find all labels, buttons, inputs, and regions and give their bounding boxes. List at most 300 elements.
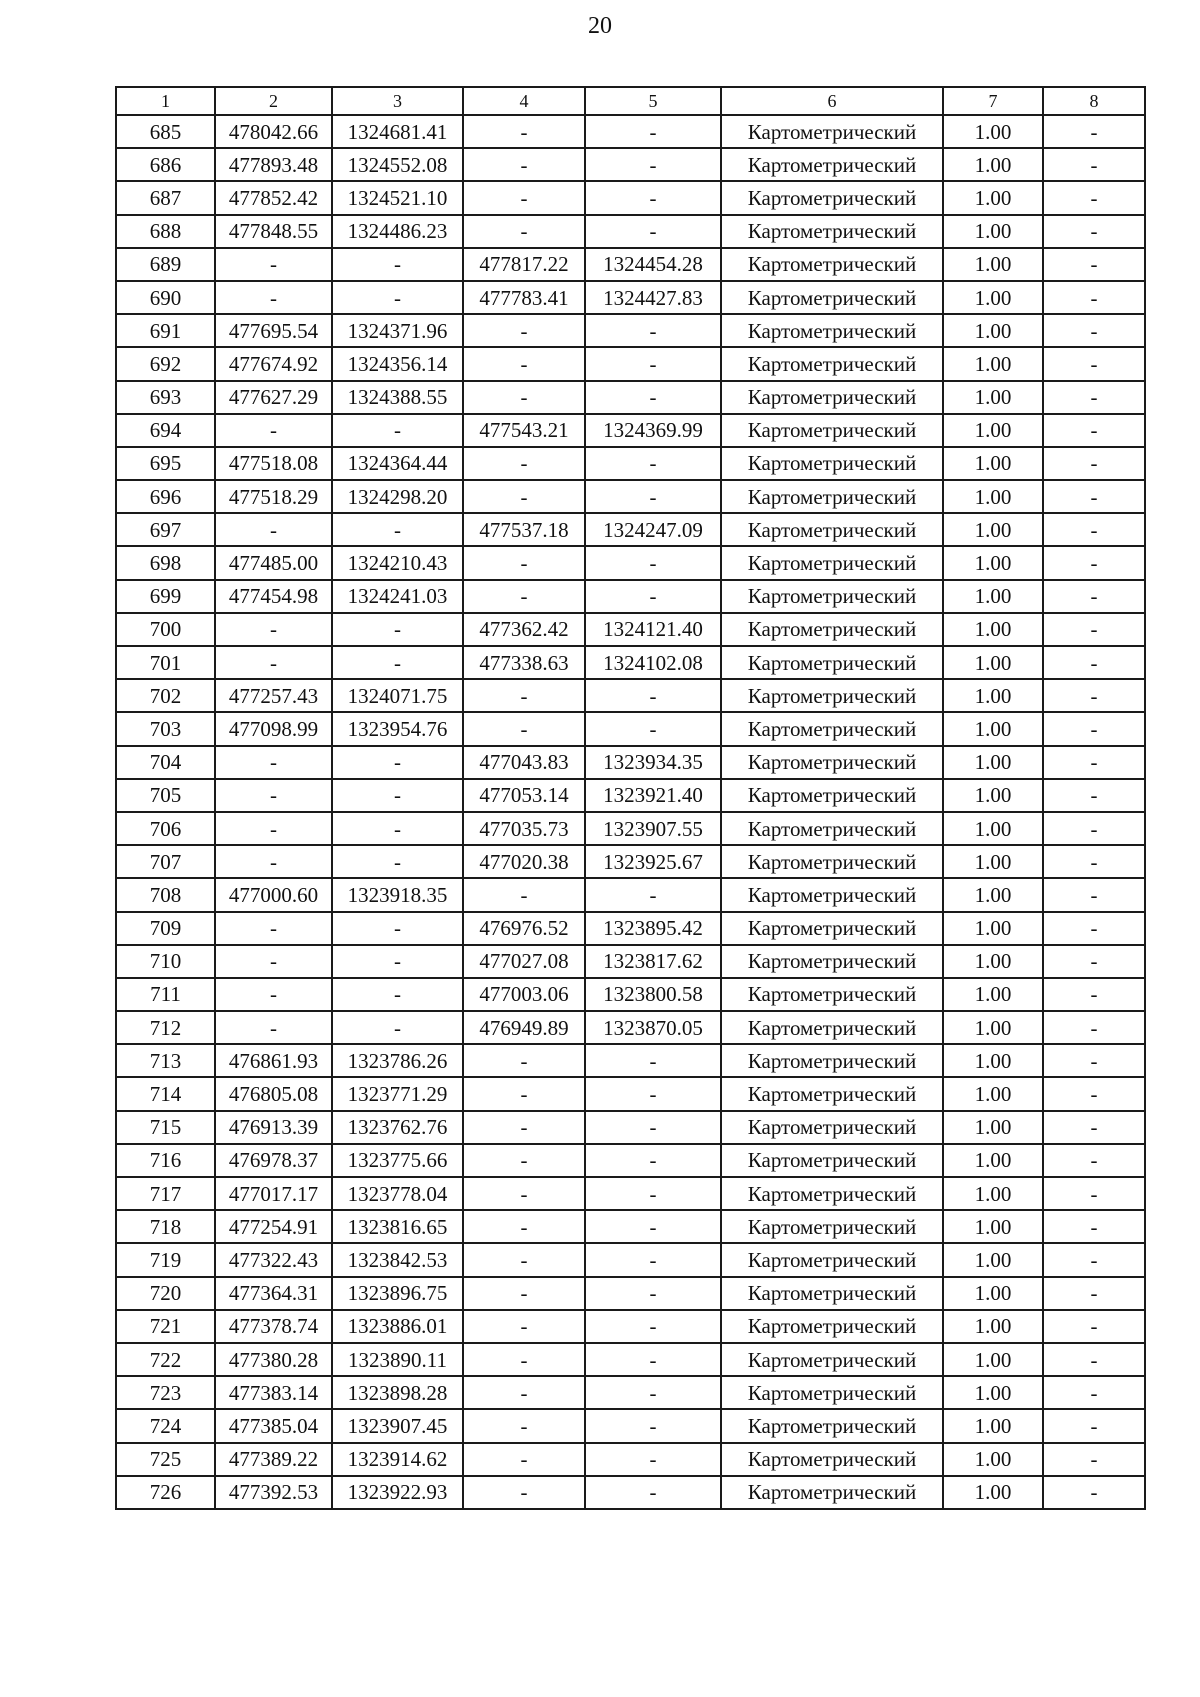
x-alt-coordinate-cell: 477003.06 xyxy=(463,978,585,1011)
x-alt-coordinate-cell: - xyxy=(463,314,585,347)
x-coordinate-cell: 477893.48 xyxy=(215,148,332,181)
y-alt-coordinate-cell: 1324427.83 xyxy=(585,281,721,314)
x-coordinate-cell: 477383.14 xyxy=(215,1376,332,1409)
x-alt-coordinate-cell: 476949.89 xyxy=(463,1011,585,1044)
x-coordinate-cell: 477254.91 xyxy=(215,1210,332,1243)
y-coordinate-cell: - xyxy=(332,912,463,945)
accuracy-cell: 1.00 xyxy=(943,381,1043,414)
table-row xyxy=(116,712,1145,745)
note-cell: - xyxy=(1043,1277,1145,1310)
y-coordinate-cell: - xyxy=(332,945,463,978)
point-number-cell: 714 xyxy=(116,1077,215,1110)
table-row xyxy=(116,1277,1145,1310)
y-alt-coordinate-cell: - xyxy=(585,679,721,712)
note-cell: - xyxy=(1043,746,1145,779)
method-cell: Картометрический xyxy=(721,314,943,347)
note-cell: - xyxy=(1043,712,1145,745)
note-cell: - xyxy=(1043,1111,1145,1144)
x-alt-coordinate-cell: - xyxy=(463,580,585,613)
y-coordinate-cell: 1324552.08 xyxy=(332,148,463,181)
note-cell: - xyxy=(1043,945,1145,978)
y-coordinate-cell: - xyxy=(332,845,463,878)
method-cell: Картометрический xyxy=(721,845,943,878)
y-alt-coordinate-cell: 1324121.40 xyxy=(585,613,721,646)
point-number-cell: 693 xyxy=(116,381,215,414)
point-number-cell: 704 xyxy=(116,746,215,779)
x-coordinate-cell: 476805.08 xyxy=(215,1077,332,1110)
point-number-cell: 700 xyxy=(116,613,215,646)
y-coordinate-cell: 1323778.04 xyxy=(332,1177,463,1210)
note-cell: - xyxy=(1043,1409,1145,1442)
x-alt-coordinate-cell: - xyxy=(463,215,585,248)
point-number-cell: 707 xyxy=(116,845,215,878)
y-alt-coordinate-cell: - xyxy=(585,580,721,613)
accuracy-cell: 1.00 xyxy=(943,513,1043,546)
point-number-cell: 685 xyxy=(116,115,215,148)
note-cell: - xyxy=(1043,1310,1145,1343)
x-coordinate-cell: 477518.29 xyxy=(215,480,332,513)
note-cell: - xyxy=(1043,679,1145,712)
note-cell: - xyxy=(1043,845,1145,878)
y-coordinate-cell: - xyxy=(332,248,463,281)
accuracy-cell: 1.00 xyxy=(943,646,1043,679)
y-coordinate-cell: 1323907.45 xyxy=(332,1409,463,1442)
y-alt-coordinate-cell: - xyxy=(585,480,721,513)
table-row xyxy=(116,513,1145,546)
note-cell: - xyxy=(1043,1144,1145,1177)
point-number-cell: 720 xyxy=(116,1277,215,1310)
note-cell: - xyxy=(1043,381,1145,414)
point-number-cell: 695 xyxy=(116,447,215,480)
table-row xyxy=(116,248,1145,281)
accuracy-cell: 1.00 xyxy=(943,1177,1043,1210)
x-alt-coordinate-cell: - xyxy=(463,1077,585,1110)
method-cell: Картометрический xyxy=(721,414,943,447)
y-alt-coordinate-cell: 1323925.67 xyxy=(585,845,721,878)
note-cell: - xyxy=(1043,546,1145,579)
table-row xyxy=(116,580,1145,613)
note-cell: - xyxy=(1043,646,1145,679)
table-row xyxy=(116,381,1145,414)
x-coordinate-cell: - xyxy=(215,945,332,978)
accuracy-cell: 1.00 xyxy=(943,546,1043,579)
point-number-cell: 696 xyxy=(116,480,215,513)
x-alt-coordinate-cell: - xyxy=(463,1310,585,1343)
coordinates-table xyxy=(115,86,1146,1510)
x-alt-coordinate-cell: - xyxy=(463,148,585,181)
table-row xyxy=(116,978,1145,1011)
accuracy-cell: 1.00 xyxy=(943,580,1043,613)
method-cell: Картометрический xyxy=(721,1376,943,1409)
method-cell: Картометрический xyxy=(721,115,943,148)
y-alt-coordinate-cell: - xyxy=(585,1077,721,1110)
y-alt-coordinate-cell: - xyxy=(585,181,721,214)
method-cell: Картометрический xyxy=(721,1144,943,1177)
x-coordinate-cell: 477485.00 xyxy=(215,546,332,579)
point-number-cell: 725 xyxy=(116,1443,215,1476)
method-cell: Картометрический xyxy=(721,381,943,414)
x-alt-coordinate-cell: - xyxy=(463,1210,585,1243)
y-coordinate-cell: 1323922.93 xyxy=(332,1476,463,1509)
x-coordinate-cell: - xyxy=(215,746,332,779)
y-alt-coordinate-cell: 1323895.42 xyxy=(585,912,721,945)
y-coordinate-cell: 1323896.75 xyxy=(332,1277,463,1310)
accuracy-cell: 1.00 xyxy=(943,878,1043,911)
y-alt-coordinate-cell: - xyxy=(585,1376,721,1409)
column-header: 1 xyxy=(116,87,215,115)
method-cell: Картометрический xyxy=(721,215,943,248)
point-number-cell: 699 xyxy=(116,580,215,613)
note-cell: - xyxy=(1043,1343,1145,1376)
note-cell: - xyxy=(1043,779,1145,812)
table-row xyxy=(116,447,1145,480)
table-body xyxy=(116,115,1145,1509)
method-cell: Картометрический xyxy=(721,779,943,812)
point-number-cell: 716 xyxy=(116,1144,215,1177)
y-coordinate-cell: - xyxy=(332,812,463,845)
x-coordinate-cell: 477000.60 xyxy=(215,878,332,911)
table-row xyxy=(116,1343,1145,1376)
note-cell: - xyxy=(1043,1243,1145,1276)
method-cell: Картометрический xyxy=(721,613,943,646)
note-cell: - xyxy=(1043,978,1145,1011)
note-cell: - xyxy=(1043,1011,1145,1044)
method-cell: Картометрический xyxy=(721,878,943,911)
y-alt-coordinate-cell: 1324102.08 xyxy=(585,646,721,679)
y-coordinate-cell: 1323771.29 xyxy=(332,1077,463,1110)
point-number-cell: 713 xyxy=(116,1044,215,1077)
x-coordinate-cell: 477695.54 xyxy=(215,314,332,347)
point-number-cell: 711 xyxy=(116,978,215,1011)
note-cell: - xyxy=(1043,447,1145,480)
y-coordinate-cell: 1323762.76 xyxy=(332,1111,463,1144)
method-cell: Картометрический xyxy=(721,1343,943,1376)
table-row xyxy=(116,1044,1145,1077)
page-number: 20 xyxy=(588,13,612,39)
x-coordinate-cell: - xyxy=(215,912,332,945)
accuracy-cell: 1.00 xyxy=(943,1077,1043,1110)
point-number-cell: 703 xyxy=(116,712,215,745)
y-alt-coordinate-cell: - xyxy=(585,215,721,248)
y-coordinate-cell: 1324210.43 xyxy=(332,546,463,579)
note-cell: - xyxy=(1043,347,1145,380)
note-cell: - xyxy=(1043,1476,1145,1509)
y-alt-coordinate-cell: 1323921.40 xyxy=(585,779,721,812)
method-cell: Картометрический xyxy=(721,1011,943,1044)
table-row xyxy=(116,281,1145,314)
y-alt-coordinate-cell: - xyxy=(585,878,721,911)
y-alt-coordinate-cell: - xyxy=(585,381,721,414)
y-alt-coordinate-cell: - xyxy=(585,1443,721,1476)
column-header: 6 xyxy=(721,87,943,115)
y-coordinate-cell: - xyxy=(332,646,463,679)
x-coordinate-cell: 477848.55 xyxy=(215,215,332,248)
point-number-cell: 708 xyxy=(116,878,215,911)
y-coordinate-cell: - xyxy=(332,281,463,314)
accuracy-cell: 1.00 xyxy=(943,1210,1043,1243)
table-row xyxy=(116,1409,1145,1442)
x-coordinate-cell: 477380.28 xyxy=(215,1343,332,1376)
method-cell: Картометрический xyxy=(721,746,943,779)
y-alt-coordinate-cell: 1323817.62 xyxy=(585,945,721,978)
x-alt-coordinate-cell: 477783.41 xyxy=(463,281,585,314)
point-number-cell: 715 xyxy=(116,1111,215,1144)
table-row xyxy=(116,480,1145,513)
x-coordinate-cell: 477454.98 xyxy=(215,580,332,613)
method-cell: Картометрический xyxy=(721,812,943,845)
x-coordinate-cell: - xyxy=(215,978,332,1011)
note-cell: - xyxy=(1043,1077,1145,1110)
point-number-cell: 689 xyxy=(116,248,215,281)
x-alt-coordinate-cell: - xyxy=(463,1177,585,1210)
y-alt-coordinate-cell: - xyxy=(585,314,721,347)
method-cell: Картометрический xyxy=(721,945,943,978)
method-cell: Картометрический xyxy=(721,1409,943,1442)
accuracy-cell: 1.00 xyxy=(943,912,1043,945)
table-row xyxy=(116,1210,1145,1243)
x-alt-coordinate-cell: - xyxy=(463,1111,585,1144)
method-cell: Картометрический xyxy=(721,712,943,745)
x-alt-coordinate-cell: 477027.08 xyxy=(463,945,585,978)
point-number-cell: 719 xyxy=(116,1243,215,1276)
note-cell: - xyxy=(1043,912,1145,945)
note-cell: - xyxy=(1043,248,1145,281)
table-row xyxy=(116,1243,1145,1276)
x-alt-coordinate-cell: 477817.22 xyxy=(463,248,585,281)
x-alt-coordinate-cell: 476976.52 xyxy=(463,912,585,945)
y-coordinate-cell: - xyxy=(332,1011,463,1044)
y-coordinate-cell: 1323886.01 xyxy=(332,1310,463,1343)
y-coordinate-cell: 1324356.14 xyxy=(332,347,463,380)
point-number-cell: 697 xyxy=(116,513,215,546)
method-cell: Картометрический xyxy=(721,1243,943,1276)
point-number-cell: 709 xyxy=(116,912,215,945)
accuracy-cell: 1.00 xyxy=(943,845,1043,878)
point-number-cell: 712 xyxy=(116,1011,215,1044)
method-cell: Картометрический xyxy=(721,1476,943,1509)
method-cell: Картометрический xyxy=(721,347,943,380)
y-coordinate-cell: 1323816.65 xyxy=(332,1210,463,1243)
point-number-cell: 705 xyxy=(116,779,215,812)
accuracy-cell: 1.00 xyxy=(943,480,1043,513)
y-alt-coordinate-cell: - xyxy=(585,1144,721,1177)
y-alt-coordinate-cell: - xyxy=(585,1343,721,1376)
y-alt-coordinate-cell: 1323870.05 xyxy=(585,1011,721,1044)
table-row xyxy=(116,546,1145,579)
y-coordinate-cell: - xyxy=(332,978,463,1011)
accuracy-cell: 1.00 xyxy=(943,712,1043,745)
method-cell: Картометрический xyxy=(721,1077,943,1110)
x-alt-coordinate-cell: 477537.18 xyxy=(463,513,585,546)
note-cell: - xyxy=(1043,115,1145,148)
accuracy-cell: 1.00 xyxy=(943,115,1043,148)
x-alt-coordinate-cell: - xyxy=(463,878,585,911)
method-cell: Картометрический xyxy=(721,248,943,281)
x-coordinate-cell: - xyxy=(215,779,332,812)
x-alt-coordinate-cell: 477035.73 xyxy=(463,812,585,845)
y-coordinate-cell: 1324521.10 xyxy=(332,181,463,214)
y-coordinate-cell: 1323954.76 xyxy=(332,712,463,745)
table-row xyxy=(116,746,1145,779)
accuracy-cell: 1.00 xyxy=(943,1243,1043,1276)
x-coordinate-cell: 476913.39 xyxy=(215,1111,332,1144)
y-coordinate-cell: 1323898.28 xyxy=(332,1376,463,1409)
y-coordinate-cell: 1323890.11 xyxy=(332,1343,463,1376)
point-number-cell: 691 xyxy=(116,314,215,347)
note-cell: - xyxy=(1043,148,1145,181)
x-coordinate-cell: 477322.43 xyxy=(215,1243,332,1276)
accuracy-cell: 1.00 xyxy=(943,1111,1043,1144)
column-header: 5 xyxy=(585,87,721,115)
x-alt-coordinate-cell: - xyxy=(463,480,585,513)
note-cell: - xyxy=(1043,1044,1145,1077)
y-alt-coordinate-cell: - xyxy=(585,148,721,181)
accuracy-cell: 1.00 xyxy=(943,1476,1043,1509)
accuracy-cell: 1.00 xyxy=(943,1343,1043,1376)
note-cell: - xyxy=(1043,215,1145,248)
point-number-cell: 692 xyxy=(116,347,215,380)
y-alt-coordinate-cell: - xyxy=(585,1409,721,1442)
table-row xyxy=(116,1177,1145,1210)
x-alt-coordinate-cell: - xyxy=(463,381,585,414)
y-alt-coordinate-cell: - xyxy=(585,447,721,480)
accuracy-cell: 1.00 xyxy=(943,945,1043,978)
x-coordinate-cell: 477257.43 xyxy=(215,679,332,712)
x-alt-coordinate-cell: - xyxy=(463,546,585,579)
method-cell: Картометрический xyxy=(721,447,943,480)
accuracy-cell: 1.00 xyxy=(943,148,1043,181)
y-coordinate-cell: 1324364.44 xyxy=(332,447,463,480)
table-row xyxy=(116,1310,1145,1343)
x-alt-coordinate-cell: - xyxy=(463,1409,585,1442)
table-row xyxy=(116,148,1145,181)
table-row xyxy=(116,1443,1145,1476)
x-alt-coordinate-cell: - xyxy=(463,712,585,745)
y-coordinate-cell: 1324486.23 xyxy=(332,215,463,248)
column-header: 4 xyxy=(463,87,585,115)
x-coordinate-cell: - xyxy=(215,248,332,281)
method-cell: Картометрический xyxy=(721,580,943,613)
point-number-cell: 702 xyxy=(116,679,215,712)
note-cell: - xyxy=(1043,1443,1145,1476)
y-coordinate-cell: 1323775.66 xyxy=(332,1144,463,1177)
y-coordinate-cell: 1324388.55 xyxy=(332,381,463,414)
point-number-cell: 722 xyxy=(116,1343,215,1376)
table-row xyxy=(116,414,1145,447)
point-number-cell: 723 xyxy=(116,1376,215,1409)
y-coordinate-cell: - xyxy=(332,613,463,646)
x-alt-coordinate-cell: - xyxy=(463,679,585,712)
y-alt-coordinate-cell: 1323800.58 xyxy=(585,978,721,1011)
method-cell: Картометрический xyxy=(721,513,943,546)
y-coordinate-cell: - xyxy=(332,779,463,812)
table-row xyxy=(116,314,1145,347)
x-alt-coordinate-cell: - xyxy=(463,1343,585,1376)
x-alt-coordinate-cell: 477053.14 xyxy=(463,779,585,812)
point-number-cell: 710 xyxy=(116,945,215,978)
accuracy-cell: 1.00 xyxy=(943,746,1043,779)
column-header: 3 xyxy=(332,87,463,115)
x-coordinate-cell: - xyxy=(215,1011,332,1044)
x-coordinate-cell: 476861.93 xyxy=(215,1044,332,1077)
table-row xyxy=(116,679,1145,712)
accuracy-cell: 1.00 xyxy=(943,215,1043,248)
point-number-cell: 698 xyxy=(116,546,215,579)
accuracy-cell: 1.00 xyxy=(943,447,1043,480)
x-coordinate-cell: 477392.53 xyxy=(215,1476,332,1509)
accuracy-cell: 1.00 xyxy=(943,414,1043,447)
method-cell: Картометрический xyxy=(721,1111,943,1144)
accuracy-cell: 1.00 xyxy=(943,181,1043,214)
y-alt-coordinate-cell: - xyxy=(585,546,721,579)
accuracy-cell: 1.00 xyxy=(943,1011,1043,1044)
x-coordinate-cell: - xyxy=(215,845,332,878)
accuracy-cell: 1.00 xyxy=(943,613,1043,646)
note-cell: - xyxy=(1043,812,1145,845)
note-cell: - xyxy=(1043,281,1145,314)
x-alt-coordinate-cell: - xyxy=(463,1277,585,1310)
x-alt-coordinate-cell: - xyxy=(463,347,585,380)
table-row xyxy=(116,812,1145,845)
x-coordinate-cell: 477674.92 xyxy=(215,347,332,380)
table-row xyxy=(116,181,1145,214)
column-header: 2 xyxy=(215,87,332,115)
note-cell: - xyxy=(1043,1177,1145,1210)
accuracy-cell: 1.00 xyxy=(943,347,1043,380)
table-row xyxy=(116,613,1145,646)
x-coordinate-cell: 477017.17 xyxy=(215,1177,332,1210)
accuracy-cell: 1.00 xyxy=(943,812,1043,845)
y-alt-coordinate-cell: - xyxy=(585,1243,721,1276)
x-alt-coordinate-cell: - xyxy=(463,181,585,214)
method-cell: Картометрический xyxy=(721,1044,943,1077)
x-alt-coordinate-cell: - xyxy=(463,1243,585,1276)
accuracy-cell: 1.00 xyxy=(943,1443,1043,1476)
y-coordinate-cell: 1324681.41 xyxy=(332,115,463,148)
y-coordinate-cell: 1324371.96 xyxy=(332,314,463,347)
y-alt-coordinate-cell: - xyxy=(585,1277,721,1310)
accuracy-cell: 1.00 xyxy=(943,281,1043,314)
x-alt-coordinate-cell: - xyxy=(463,1476,585,1509)
x-coordinate-cell: 476978.37 xyxy=(215,1144,332,1177)
y-alt-coordinate-cell: - xyxy=(585,1476,721,1509)
method-cell: Картометрический xyxy=(721,1277,943,1310)
table-row xyxy=(116,1077,1145,1110)
point-number-cell: 724 xyxy=(116,1409,215,1442)
accuracy-cell: 1.00 xyxy=(943,1144,1043,1177)
point-number-cell: 718 xyxy=(116,1210,215,1243)
note-cell: - xyxy=(1043,878,1145,911)
x-coordinate-cell: 477627.29 xyxy=(215,381,332,414)
point-number-cell: 706 xyxy=(116,812,215,845)
y-alt-coordinate-cell: - xyxy=(585,1210,721,1243)
column-header: 8 xyxy=(1043,87,1145,115)
table-row xyxy=(116,945,1145,978)
method-cell: Картометрический xyxy=(721,978,943,1011)
table-row xyxy=(116,215,1145,248)
x-alt-coordinate-cell: 477020.38 xyxy=(463,845,585,878)
x-alt-coordinate-cell: - xyxy=(463,1443,585,1476)
y-alt-coordinate-cell: - xyxy=(585,1111,721,1144)
point-number-cell: 726 xyxy=(116,1476,215,1509)
note-cell: - xyxy=(1043,480,1145,513)
y-alt-coordinate-cell: 1324369.99 xyxy=(585,414,721,447)
note-cell: - xyxy=(1043,1210,1145,1243)
y-coordinate-cell: - xyxy=(332,746,463,779)
y-alt-coordinate-cell: - xyxy=(585,1177,721,1210)
table-row xyxy=(116,115,1145,148)
header-row xyxy=(116,87,1145,115)
